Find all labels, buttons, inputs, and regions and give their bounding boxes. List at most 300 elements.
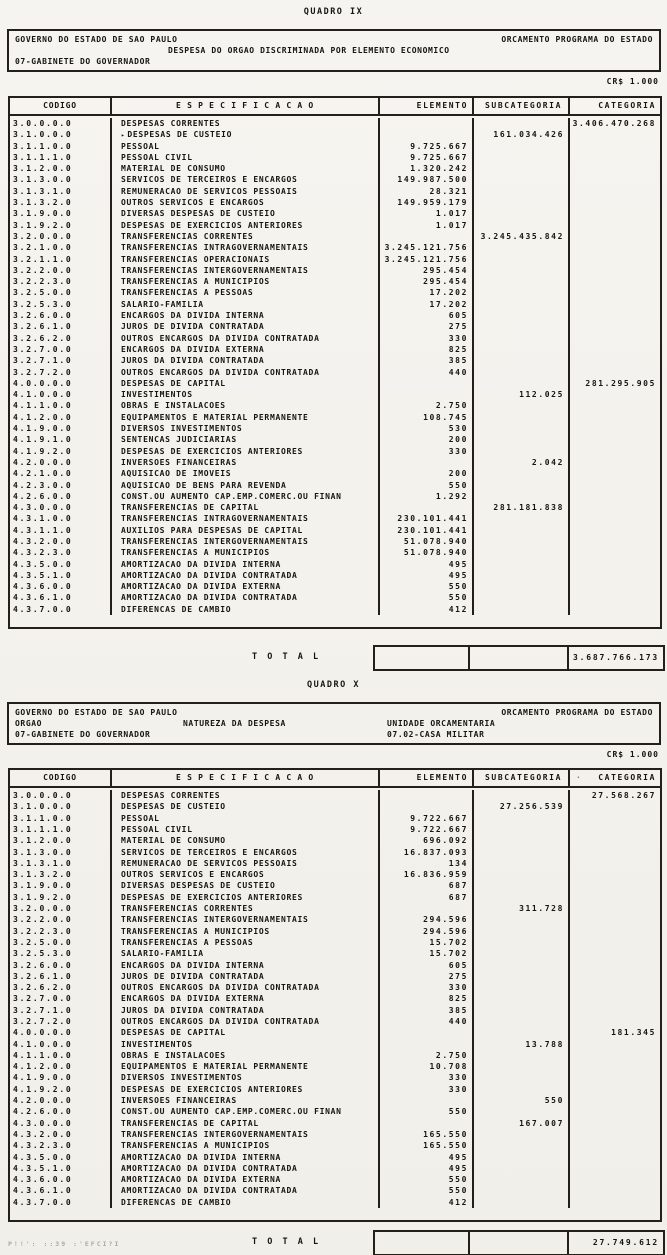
subcategoria-cell — [474, 141, 570, 152]
codigo-cell: 4.3.0.0.0 — [10, 502, 112, 513]
codigo-cell: 3.2.2.0.0 — [10, 265, 112, 276]
codigo-cell: 3.1.3.1.0 — [10, 186, 112, 197]
subcategoria-cell — [474, 242, 570, 253]
table-row — [10, 570, 660, 581]
stray-mark: · — [576, 773, 581, 783]
subcategoria-cell — [474, 423, 570, 434]
especificacao-cell: TRANSFERENCIAS OPERACIONAIS — [112, 254, 380, 265]
quadro10-title: QUADRO X — [307, 680, 360, 691]
elemento-cell: 1.320.242 — [380, 163, 474, 174]
elemento-cell: 108.745 — [380, 412, 474, 423]
table-row — [10, 118, 660, 129]
especificacao-cell: AQUISICAO DE IMOVEIS — [112, 468, 380, 479]
codigo-cell: 4.1.9.2.0 — [10, 446, 112, 457]
especificacao-cell — [112, 129, 380, 140]
total-elemento-cell — [375, 1232, 470, 1254]
column-header-subcategoria: SUBCATEGORIA — [474, 770, 570, 786]
especificacao-cell: ENCARGOS DA DIVIDA EXTERNA — [112, 993, 380, 1004]
especificacao-cell: CONST.OU AUMENTO CAP.EMP.COMERC.OU FINAN — [112, 491, 380, 502]
subcategoria-cell — [474, 265, 570, 276]
codigo-cell: 4.3.1.0.0 — [10, 513, 112, 524]
especificacao-cell: DIFERENCAS DE CAMBIO — [112, 604, 380, 615]
categoria-cell — [570, 480, 660, 491]
elemento-cell — [380, 378, 474, 389]
elemento-cell: 295.454 — [380, 265, 474, 276]
elemento-cell: 385 — [380, 1005, 474, 1016]
elemento-cell: 605 — [380, 960, 474, 971]
subcategoria-cell — [474, 604, 570, 615]
codigo-cell: 4.0.0.0.0 — [10, 1027, 112, 1038]
table-row — [10, 1152, 660, 1163]
especificacao-cell: PESSOAL CIVIL — [112, 152, 380, 163]
table-row — [10, 1005, 660, 1016]
categoria-cell — [570, 1072, 660, 1083]
quadro10-table — [8, 768, 662, 1222]
elemento-cell: 17.202 — [380, 299, 474, 310]
codigo-cell: 3.2.5.3.0 — [10, 948, 112, 959]
codigo-cell: 3.1.3.0.0 — [10, 847, 112, 858]
elemento-cell: 687 — [380, 880, 474, 891]
codigo-cell: 4.3.1.1.0 — [10, 525, 112, 536]
codigo-cell: 3.2.6.2.0 — [10, 982, 112, 993]
print-smudge-artifact: P!!': ::39 :'EFCI?I — [8, 1240, 121, 1248]
elemento-cell: 495 — [380, 570, 474, 581]
table-row — [10, 547, 660, 558]
program-name: ORCAMENTO PROGRAMA DO ESTADO — [501, 708, 653, 718]
table-row — [10, 982, 660, 993]
elemento-cell: 550 — [380, 1106, 474, 1117]
codigo-cell: 4.3.2.3.0 — [10, 1140, 112, 1151]
categoria-cell — [570, 163, 660, 174]
codigo-cell: 4.2.6.0.0 — [10, 1106, 112, 1117]
codigo-cell: 3.2.7.2.0 — [10, 367, 112, 378]
categoria-cell — [570, 1016, 660, 1027]
subcategoria-cell — [474, 813, 570, 824]
table-row — [10, 581, 660, 592]
subcategoria-cell: 3.245.435.842 — [474, 231, 570, 242]
codigo-cell: 3.2.6.1.0 — [10, 321, 112, 332]
subcategoria-cell: 112.025 — [474, 389, 570, 400]
categoria-cell — [570, 468, 660, 479]
orgao-code: 07-GABINETE DO GOVERNADOR — [15, 57, 151, 66]
elemento-cell: 550 — [380, 480, 474, 491]
categoria-cell — [570, 1174, 660, 1185]
codigo-cell: 3.1.9.2.0 — [10, 892, 112, 903]
subcategoria-cell — [474, 1152, 570, 1163]
codigo-cell: 4.2.6.0.0 — [10, 491, 112, 502]
categoria-cell — [570, 400, 660, 411]
codigo-cell: 4.1.9.1.0 — [10, 434, 112, 445]
subcategoria-cell — [474, 892, 570, 903]
categoria-cell — [570, 152, 660, 163]
elemento-cell: 495 — [380, 1152, 474, 1163]
elemento-cell: 16.837.093 — [380, 847, 474, 858]
subcategoria-cell — [474, 333, 570, 344]
elemento-cell: 330 — [380, 1084, 474, 1095]
subcategoria-cell — [474, 163, 570, 174]
elemento-cell: 51.078.940 — [380, 536, 474, 547]
subcategoria-cell — [474, 1197, 570, 1208]
subcategoria-cell: 281.181.838 — [474, 502, 570, 513]
codigo-cell: 3.1.1.1.0 — [10, 824, 112, 835]
subcategoria-cell — [474, 592, 570, 603]
especificacao-cell: REMUNERACAO DE SERVICOS PESSOAIS — [112, 858, 380, 869]
elemento-cell — [380, 502, 474, 513]
table-row — [10, 1072, 660, 1083]
quadro10-header-line3 — [15, 729, 653, 740]
table-row — [10, 813, 660, 824]
elemento-cell: 149.987.500 — [380, 174, 474, 185]
table-row — [10, 1197, 660, 1208]
especificacao-cell: DESPESAS CORRENTES — [112, 790, 380, 801]
subcategoria-cell — [474, 468, 570, 479]
codigo-cell: 4.3.2.0.0 — [10, 536, 112, 547]
elemento-cell: 15.702 — [380, 948, 474, 959]
categoria-cell — [570, 892, 660, 903]
table-row — [10, 491, 660, 502]
quadro9-currency-note: CR$ 1.000 — [606, 77, 659, 86]
categoria-cell — [570, 937, 660, 948]
table-row — [10, 446, 660, 457]
categoria-cell — [570, 491, 660, 502]
subcategoria-cell — [474, 480, 570, 491]
subcategoria-cell — [474, 1163, 570, 1174]
especificacao-cell: AMORTIZACAO DA DIVIDA CONTRATADA — [112, 570, 380, 581]
categoria-cell — [570, 581, 660, 592]
categoria-cell — [570, 423, 660, 434]
quadro10-table-header — [10, 770, 660, 788]
elemento-cell: 2.750 — [380, 1050, 474, 1061]
codigo-cell: 3.2.5.0.0 — [10, 287, 112, 298]
especificacao-text: DESPESAS DE CUSTEIO — [127, 130, 233, 140]
especificacao-cell: AMORTIZACAO DA DIVIDA CONTRATADA — [112, 592, 380, 603]
table-row — [10, 480, 660, 491]
categoria-cell — [570, 310, 660, 321]
elemento-cell: 495 — [380, 1163, 474, 1174]
subcategoria-cell — [474, 824, 570, 835]
subcategoria-cell — [474, 1016, 570, 1027]
categoria-cell — [570, 1163, 660, 1174]
codigo-cell: 3.2.0.0.0 — [10, 903, 112, 914]
table-row — [10, 378, 660, 389]
elemento-cell: 17.202 — [380, 287, 474, 298]
categoria-cell — [570, 242, 660, 253]
categoria-cell — [570, 835, 660, 846]
elemento-cell: 51.078.940 — [380, 547, 474, 558]
quadro9-header-line1 — [15, 34, 653, 45]
codigo-cell: 3.2.1.1.0 — [10, 254, 112, 265]
elemento-cell: 550 — [380, 1174, 474, 1185]
especificacao-cell: TRANSFERENCIAS INTRAGOVERNAMENTAIS — [112, 513, 380, 524]
especificacao-cell: AMORTIZACAO DA DIVIDA CONTRATADA — [112, 1163, 380, 1174]
codigo-cell: 4.1.1.0.0 — [10, 400, 112, 411]
table-row — [10, 197, 660, 208]
categoria-cell — [570, 502, 660, 513]
categoria-cell — [570, 1095, 660, 1106]
categoria-cell — [570, 276, 660, 287]
especificacao-cell: PESSOAL — [112, 813, 380, 824]
especificacao-cell: INVESTIMENTOS — [112, 1039, 380, 1050]
codigo-cell: 3.2.6.1.0 — [10, 971, 112, 982]
column-header-codigo: CODIGO — [10, 770, 112, 786]
table-row — [10, 559, 660, 570]
elemento-cell: 3.245.121.756 — [380, 254, 474, 265]
subcategoria-cell — [474, 993, 570, 1004]
quadro9-header-line3 — [15, 56, 653, 67]
subcategoria-cell: 550 — [474, 1095, 570, 1106]
categoria-cell — [570, 1061, 660, 1072]
especificacao-cell: TRANSFERENCIAS DE CAPITAL — [112, 1118, 380, 1129]
especificacao-cell: OUTROS ENCARGOS DA DIVIDA CONTRATADA — [112, 1016, 380, 1027]
table-row — [10, 412, 660, 423]
subcategoria-cell — [474, 197, 570, 208]
codigo-cell: 3.2.1.0.0 — [10, 242, 112, 253]
especificacao-cell: DESPESAS DE CAPITAL — [112, 378, 380, 389]
total-categoria-cell: 3.687.766.173 — [572, 653, 659, 663]
column-header-categoria — [570, 770, 660, 786]
orgao-code: 07-GABINETE DO GOVERNADOR — [15, 730, 151, 740]
subcategoria-cell — [474, 355, 570, 366]
codigo-cell: 4.3.7.0.0 — [10, 604, 112, 615]
subcategoria-cell — [474, 570, 570, 581]
table-row — [10, 1050, 660, 1061]
elemento-cell — [380, 801, 474, 812]
subcategoria-cell — [474, 412, 570, 423]
categoria-cell — [570, 1197, 660, 1208]
subcategoria-cell — [474, 491, 570, 502]
especificacao-cell: TRANSFERENCIAS CORRENTES — [112, 903, 380, 914]
table-row — [10, 355, 660, 366]
elemento-cell — [380, 1095, 474, 1106]
elemento-cell — [380, 1039, 474, 1050]
codigo-cell: 4.1.0.0.0 — [10, 389, 112, 400]
elemento-cell: 550 — [380, 581, 474, 592]
subcategoria-cell — [474, 1005, 570, 1016]
elemento-cell: 294.596 — [380, 914, 474, 925]
table-row — [10, 186, 660, 197]
categoria-cell — [570, 333, 660, 344]
subcategoria-cell: 2.042 — [474, 457, 570, 468]
especificacao-cell: AMORTIZACAO DA DIVIDA EXTERNA — [112, 581, 380, 592]
elemento-cell — [380, 790, 474, 801]
elemento-cell: 9.722.667 — [380, 824, 474, 835]
subcategoria-cell — [474, 1140, 570, 1151]
table-row — [10, 434, 660, 445]
categoria-cell — [570, 1005, 660, 1016]
categoria-cell — [570, 801, 660, 812]
especificacao-cell: TRANSFERENCIAS A MUNICIPIOS — [112, 276, 380, 287]
table-row — [10, 265, 660, 276]
categoria-cell — [570, 847, 660, 858]
subcategoria-cell — [474, 118, 570, 129]
elemento-cell: 9.725.667 — [380, 152, 474, 163]
subcategoria-cell — [474, 299, 570, 310]
especificacao-cell: DESPESAS CORRENTES — [112, 118, 380, 129]
elemento-cell: 530 — [380, 423, 474, 434]
especificacao-cell: DIFERENCAS DE CAMBIO — [112, 1197, 380, 1208]
subcategoria-cell: 27.256.539 — [474, 801, 570, 812]
categoria-cell — [570, 231, 660, 242]
especificacao-cell: REMUNERACAO DE SERVICOS PESSOAIS — [112, 186, 380, 197]
elemento-cell: 15.702 — [380, 937, 474, 948]
codigo-cell: 3.2.0.0.0 — [10, 231, 112, 242]
codigo-cell: 3.0.0.0.0 — [10, 790, 112, 801]
categoria-cell: 27.568.267 — [591, 791, 656, 801]
especificacao-cell: ENCARGOS DA DIVIDA INTERNA — [112, 960, 380, 971]
elemento-cell: 330 — [380, 982, 474, 993]
codigo-cell: 3.2.5.3.0 — [10, 299, 112, 310]
especificacao-cell: TRANSFERENCIAS INTERGOVERNAMENTAIS — [112, 914, 380, 925]
categoria-cell — [570, 1050, 660, 1061]
especificacao-cell: INVERSOES FINANCEIRAS — [112, 457, 380, 468]
table-row — [10, 254, 660, 265]
table-row — [10, 1095, 660, 1106]
table-row — [10, 801, 660, 812]
subcategoria-cell — [474, 536, 570, 547]
subcategoria-cell — [474, 926, 570, 937]
subcategoria-cell — [474, 220, 570, 231]
subcategoria-cell — [474, 937, 570, 948]
especificacao-cell: PESSOAL — [112, 141, 380, 152]
categoria-cell — [570, 1185, 660, 1196]
subcategoria-cell — [474, 971, 570, 982]
codigo-cell: 3.2.6.0.0 — [10, 960, 112, 971]
especificacao-cell: DIVERSAS DESPESAS DE CUSTEIO — [112, 208, 380, 219]
subcategoria-cell — [474, 525, 570, 536]
elemento-cell: 440 — [380, 367, 474, 378]
codigo-cell: 4.3.6.1.0 — [10, 1185, 112, 1196]
codigo-cell: 3.2.7.0.0 — [10, 993, 112, 1004]
quadro9-subtitle: DESPESA DO ORGAO DISCRIMINADA POR ELEMENTO ECONOMICO — [168, 46, 450, 55]
categoria-cell — [570, 412, 660, 423]
subcategoria-cell — [474, 982, 570, 993]
codigo-cell: 3.1.0.0.0 — [10, 801, 112, 812]
especificacao-cell: OUTROS SERVICOS E ENCARGOS — [112, 869, 380, 880]
subcategoria-cell — [474, 186, 570, 197]
especificacao-cell: JUROS DE DIVIDA CONTRATADA — [112, 971, 380, 982]
table-row — [10, 231, 660, 242]
codigo-cell: 4.3.5.1.0 — [10, 1163, 112, 1174]
elemento-cell — [380, 231, 474, 242]
subcategoria-cell: 311.728 — [474, 903, 570, 914]
codigo-cell: 4.2.0.0.0 — [10, 457, 112, 468]
elemento-cell: 200 — [380, 434, 474, 445]
subcategoria-cell — [474, 835, 570, 846]
subcategoria-cell — [474, 513, 570, 524]
elemento-cell: 10.708 — [380, 1061, 474, 1072]
categoria-cell — [570, 174, 660, 185]
total-elemento-cell — [375, 647, 470, 669]
especificacao-cell: MATERIAL DE CONSUMO — [112, 835, 380, 846]
codigo-cell: 3.0.0.0.0 — [10, 118, 112, 129]
quadro10-header-line1 — [15, 707, 653, 718]
subcategoria-cell — [474, 378, 570, 389]
codigo-cell: 4.1.0.0.0 — [10, 1039, 112, 1050]
elemento-cell: 550 — [380, 592, 474, 603]
codigo-cell: 4.3.7.0.0 — [10, 1197, 112, 1208]
elemento-cell — [380, 1027, 474, 1038]
especificacao-cell: JUROS DA DIVIDA CONTRATADA — [112, 355, 380, 366]
categoria-cell — [570, 592, 660, 603]
categoria-cell — [570, 948, 660, 959]
total-subcategoria-cell — [470, 647, 569, 669]
table-row — [10, 536, 660, 547]
categoria-cell — [570, 355, 660, 366]
elemento-cell: 495 — [380, 559, 474, 570]
categoria-cell — [570, 1118, 660, 1129]
elemento-cell: 330 — [380, 333, 474, 344]
especificacao-cell: TRANSFERENCIAS A MUNICIPIOS — [112, 1140, 380, 1151]
codigo-cell: 4.1.9.2.0 — [10, 1084, 112, 1095]
especificacao-cell: TRANSFERENCIAS A PESSOAS — [112, 287, 380, 298]
table-row — [10, 1185, 660, 1196]
table-row — [10, 344, 660, 355]
codigo-cell: 3.1.3.0.0 — [10, 174, 112, 185]
codigo-cell: 4.3.5.0.0 — [10, 1152, 112, 1163]
codigo-cell: 4.1.2.0.0 — [10, 412, 112, 423]
codigo-cell: 4.1.1.0.0 — [10, 1050, 112, 1061]
elemento-cell: 295.454 — [380, 276, 474, 287]
table-row — [10, 835, 660, 846]
table-row — [10, 1016, 660, 1027]
table-row — [10, 903, 660, 914]
categoria-cell — [570, 982, 660, 993]
especificacao-cell: SERVICOS DE TERCEIROS E ENCARGOS — [112, 847, 380, 858]
column-header-especificacao: E S P E C I F I C A C A O — [112, 770, 380, 786]
subcategoria-cell: 167.007 — [474, 1118, 570, 1129]
table-row — [10, 513, 660, 524]
table-row — [10, 1084, 660, 1095]
elemento-cell: 1.017 — [380, 208, 474, 219]
codigo-cell: 3.1.2.0.0 — [10, 163, 112, 174]
quadro9-table-body — [10, 116, 660, 627]
categoria-cell — [570, 880, 660, 891]
categoria-cell — [570, 254, 660, 265]
subcategoria-cell — [474, 344, 570, 355]
codigo-cell: 3.1.2.0.0 — [10, 835, 112, 846]
orgao-label: ORGAO — [15, 719, 43, 729]
subcategoria-cell — [474, 790, 570, 801]
total-categoria-cell: 27.749.612 — [592, 1238, 659, 1248]
especificacao-cell: TRANSFERENCIAS A MUNICIPIOS — [112, 547, 380, 558]
categoria-cell — [570, 457, 660, 468]
especificacao-cell: TRANSFERENCIAS DE CAPITAL — [112, 502, 380, 513]
codigo-cell: 3.2.6.2.0 — [10, 333, 112, 344]
quadro10-header-line2 — [15, 718, 653, 729]
subcategoria-cell — [474, 400, 570, 411]
especificacao-cell: OUTROS ENCARGOS DA DIVIDA CONTRATADA — [112, 367, 380, 378]
categoria-cell — [570, 141, 660, 152]
especificacao-cell: EQUIPAMENTOS E MATERIAL PERMANENTE — [112, 412, 380, 423]
elemento-cell: 2.750 — [380, 400, 474, 411]
table-row — [10, 592, 660, 603]
especificacao-cell: JUROS DE DIVIDA CONTRATADA — [112, 321, 380, 332]
quadro10-currency-note: CR$ 1.000 — [606, 750, 659, 760]
categoria-cell — [570, 536, 660, 547]
subcategoria-cell — [474, 321, 570, 332]
especificacao-cell: PESSOAL CIVIL — [112, 824, 380, 835]
table-row — [10, 937, 660, 948]
table-row — [10, 892, 660, 903]
elemento-cell: 825 — [380, 993, 474, 1004]
elemento-cell: 1.017 — [380, 220, 474, 231]
column-header-elemento: ELEMENTO — [380, 98, 474, 114]
categoria-cell — [570, 186, 660, 197]
table-row — [10, 299, 660, 310]
elemento-cell: 412 — [380, 1197, 474, 1208]
table-row — [10, 242, 660, 253]
especificacao-cell: SALARIO-FAMILIA — [112, 948, 380, 959]
